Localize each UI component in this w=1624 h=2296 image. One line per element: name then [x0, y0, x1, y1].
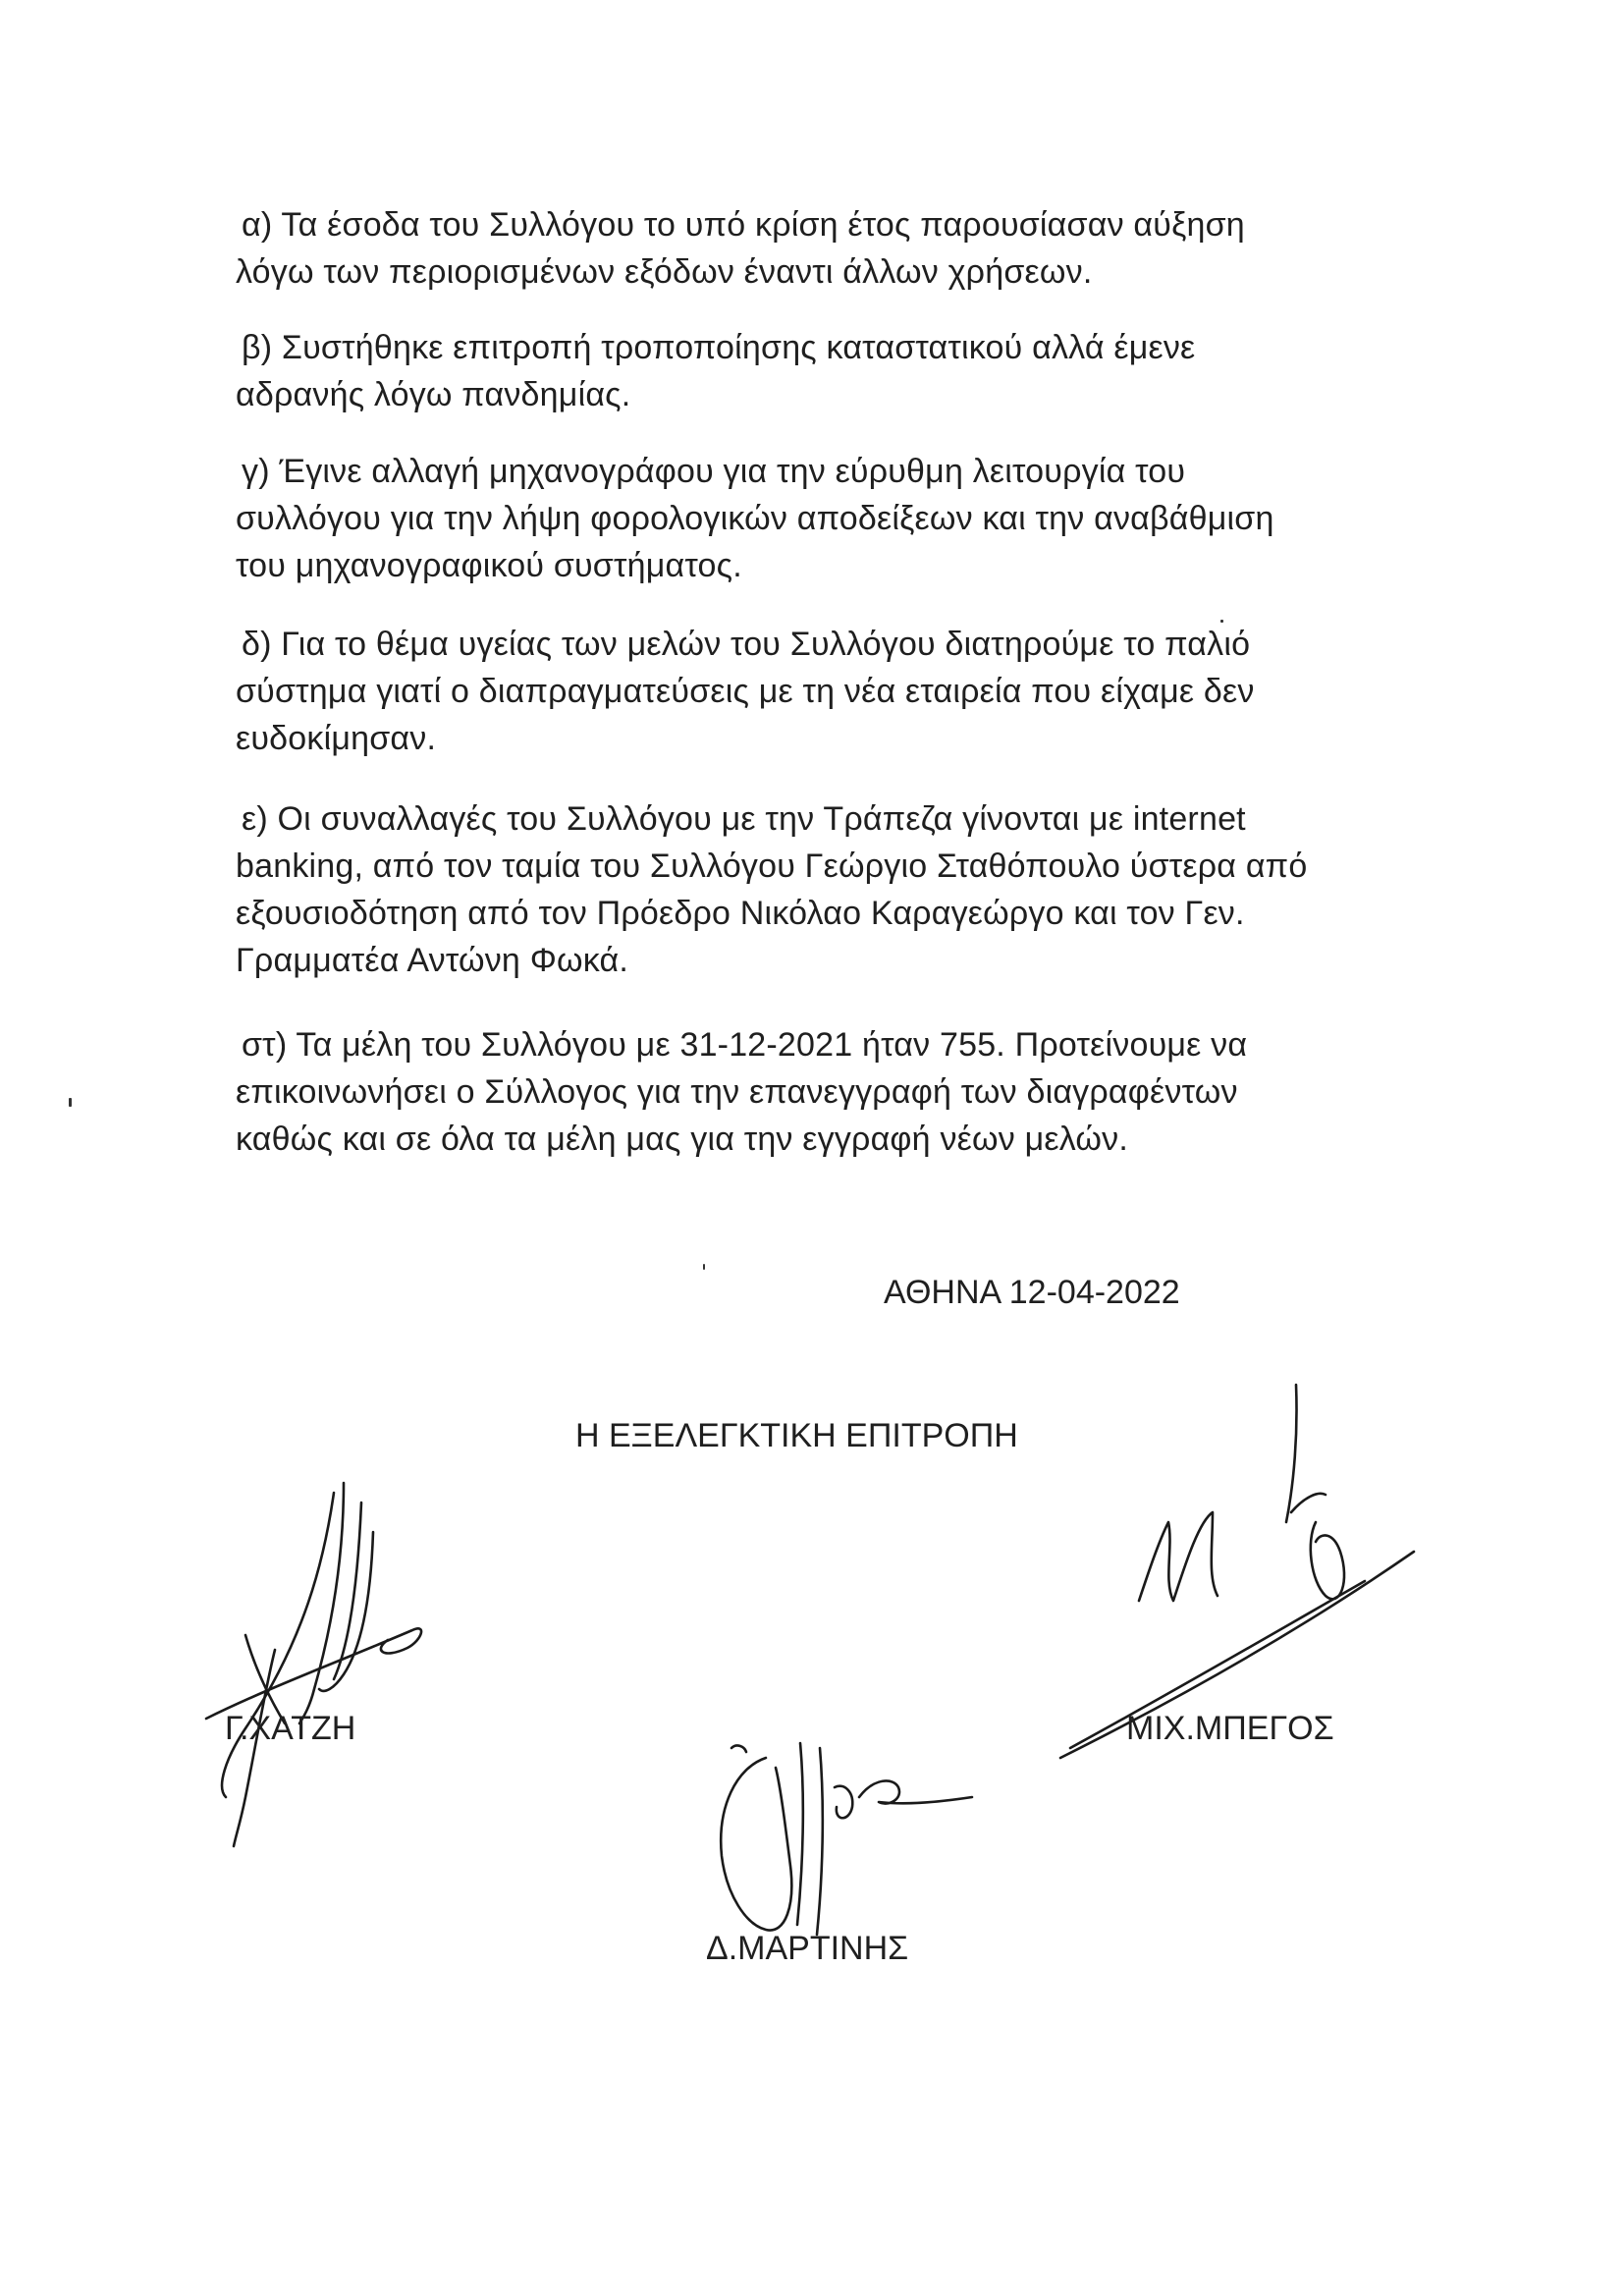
paragraph-alpha	[236, 201, 1394, 296]
paragraph-stigma	[236, 1021, 1394, 1163]
scan-speck	[69, 1098, 72, 1107]
paragraph-delta	[236, 621, 1394, 762]
paragraph-beta	[236, 324, 1394, 418]
paragraph-line: σύστημα γιατί ο διαπραγματεύσεις με τη νέα εταιρεία που είχαμε δεν	[236, 673, 1255, 710]
paragraph-line: επικοινωνήσει ο Σύλλογος για την επανεγγραφή των διαγραφέντων	[236, 1073, 1238, 1111]
paragraph-line: αδρανής λόγω πανδημίας.	[236, 376, 631, 413]
paragraph-line: ευδοκίμησαν.	[236, 720, 437, 757]
paragraph-line: δ) Για το θέμα υγείας των μελών του Συλλόγου διατηρούμε το παλιό	[242, 626, 1251, 663]
signatory-center-name: Δ.ΜΑΡΤΙΝΗΣ	[706, 1930, 909, 1967]
paragraph-epsilon	[236, 795, 1394, 984]
paragraph-line: γ) Έγινε αλλαγή μηχανογράφου για την εύρυθμη λειτουργία του	[242, 453, 1186, 490]
document-date: ΑΘΗΝΑ 12-04-2022	[884, 1274, 1180, 1311]
paragraph-line: καθώς και σε όλα τα μέλη μας για την εγγραφή νέων μελών.	[236, 1121, 1129, 1158]
paragraph-gamma	[236, 448, 1394, 589]
paragraph-line: Γραμματέα Αντώνη Φωκά.	[236, 942, 629, 979]
committee-title: Η ΕΞΕΛΕΓΚΤΙΚΗ ΕΠΙΤΡΟΠΗ	[575, 1417, 1018, 1454]
paragraph-line: στ) Τα μέλη του Συλλόγου με 31-12-2021 ήταν 755. Προτείνουμε να	[242, 1026, 1248, 1064]
paragraph-line: συλλόγου για την λήψη φορολογικών αποδείξεων και την αναβάθμιση	[236, 500, 1274, 537]
scan-speck	[703, 1264, 705, 1270]
paragraph-line: λόγω των περιορισμένων εξόδων έναντι άλλων χρήσεων.	[236, 253, 1093, 291]
paragraph-line: του μηχανογραφικού συστήματος.	[236, 547, 742, 584]
paragraph-line: ε) Οι συναλλαγές του Συλλόγου με την Τράπεζα γίνονται με internet	[242, 800, 1246, 838]
paragraph-line: εξουσιοδότηση από τον Πρόεδρο Νικόλαο Καραγεώργο και τον Γεν.	[236, 895, 1245, 932]
signature-left-scribble	[187, 1473, 442, 1866]
signature-center-scribble	[687, 1728, 1001, 1954]
signatory-left-name: Γ.ΧΑΤΖΗ	[225, 1710, 356, 1747]
paragraph-line: β) Συστήθηκε επιτροπή τροποποίησης καταστατικού αλλά έμενε	[242, 329, 1196, 366]
scan-speck	[1220, 620, 1223, 623]
paragraph-line: banking, από τον ταμία του Συλλόγου Γεώργιο Σταθόπουλο ύστερα από	[236, 847, 1308, 885]
signatory-right-name: ΜΙΧ.ΜΠΕΓΟΣ	[1126, 1710, 1334, 1747]
paragraph-line: α) Τα έσοδα του Συλλόγου το υπό κρίση έτος παρουσίασαν αύξηση	[242, 206, 1245, 244]
